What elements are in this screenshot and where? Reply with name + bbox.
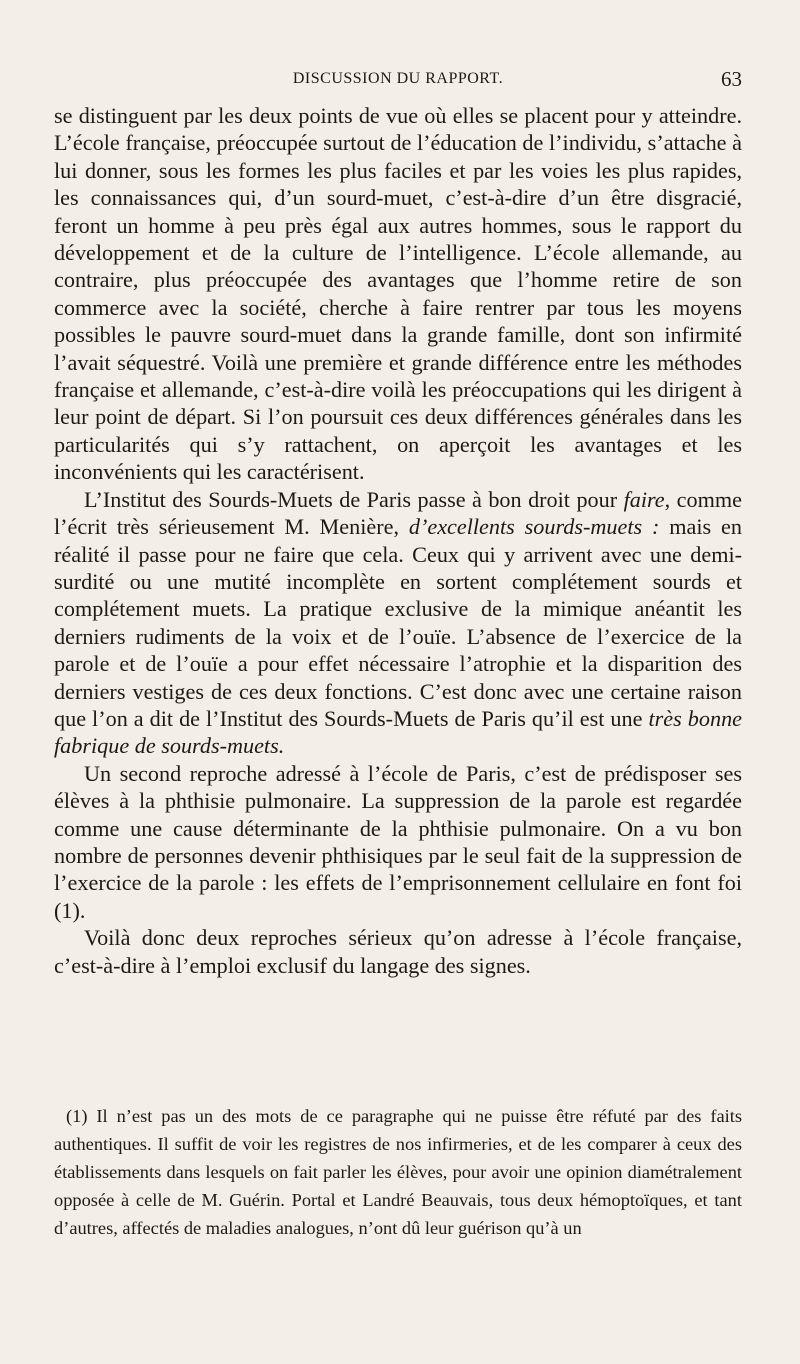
paragraph-2-italic-c: très bonne fabrique de sourds-muets.: [54, 705, 743, 759]
footnote-marker: (1): [66, 1106, 88, 1126]
paragraph-4: [54, 924, 742, 979]
paragraph-4-text: Voilà donc deux reproches sérieux qu’on adresse à l’école française, c’est-à-dire à l’emploi exclusif du langage des signes.: [54, 925, 742, 978]
footnote-1: [54, 1102, 742, 1242]
paragraph-3-text: Un second reproche adressé à l’école de Paris, c’est de prédisposer ses élèves à la phthisie pulmonaire. La suppression de la parole est regardée comme une cause déterminante de la phthisie pulmonaire. On a vu bon nombre de personnes devenir phthisiques par le seul fait de la suppression de l’exercice de la parole : les effets de l’emprisonnement cellulaire en font foi (1).: [54, 760, 742, 923]
paragraph-2-text-c: mais en réalité il passe pour ne faire que cela. Ceux qui y arrivent avec une demi-surdité ou une mutité incomplète en sortent complétement sourds et complétement muets. La pratique exclusive de la mimique anéantit les derniers rudiments de la voix et de l’ouïe. L’absence de l’exercice de la parole et de l’ouïe a pour effet nécessaire l’atrophie et la disparition des derniers vestiges de ces deux fonctions. C’est donc avec une certaine raison que l’on a dit de l’Institut des Sourds-Muets de Paris qu’il est une: [54, 514, 742, 731]
body-text: [54, 102, 742, 979]
paragraph-2: [54, 486, 742, 760]
paragraph-2-italic-b: d’excellents sourds-muets :: [408, 514, 660, 540]
paragraph-1-text: se distinguent par les deux points de vue où elles se placent pour y atteindre. L’école française, préoccupée surtout de l’éducation de l’individu, s’attache à lui donner, sous les formes les plus faciles et par les voies les plus rapides, les connaissances qui, d’un sourd-muet, c’est-à-dire d’un être disgracié, feront un homme à peu près égal aux autres hommes, sous le rapport du développement et de la culture de l’intelligence. L’école allemande, au contraire, plus préoccupée des avantages que l’homme retire de son commerce avec la société, cherche à faire rentrer par tous les moyens possibles le pauvre sourd-muet dans la grande famille, dont son infirmité l’avait séquestré. Voilà une première et grande différence entre les méthodes française et allemande, c’est-à-dire voilà les préoccupations qui les dirigent à leur point de départ. Si l’on poursuit ces deux différences générales dans les particularités qui s’y rattachent, on aperçoit les avantages et les inconvénients qui les caractérisent.: [54, 103, 742, 485]
footnote-text: Il n’est pas un des mots de ce paragraphe qui ne puisse être réfuté par des faits authentiques. Il suffit de voir les registres de nos infirmeries, et de les comparer à ceux des établissements dans lesquels on fait parler les élèves, pour avoir une opinion diamétralement opposée à celle de M. Guérin. Portal et Landré Beauvais, tous deux hémoptoïques, et tant d’autres, affectés de maladies analogues, n’ont dû leur guérison qu’à un: [54, 1106, 742, 1238]
page-number: 63: [721, 67, 742, 91]
paragraph-2-italic-a: faire: [623, 486, 665, 512]
paragraph-2-text-a: L’Institut des Sourds-Muets de Paris passe à bon droit pour: [84, 486, 618, 512]
running-title: DISCUSSION DU RAPPORT.: [292, 70, 504, 87]
paragraph-3: [54, 760, 742, 924]
page-header: [54, 67, 742, 100]
paragraph-2-text-b: , comme l’écrit très sérieusement M. Menière,: [54, 486, 742, 540]
paragraph-1: [54, 102, 742, 486]
footnotes: [54, 1102, 742, 1242]
